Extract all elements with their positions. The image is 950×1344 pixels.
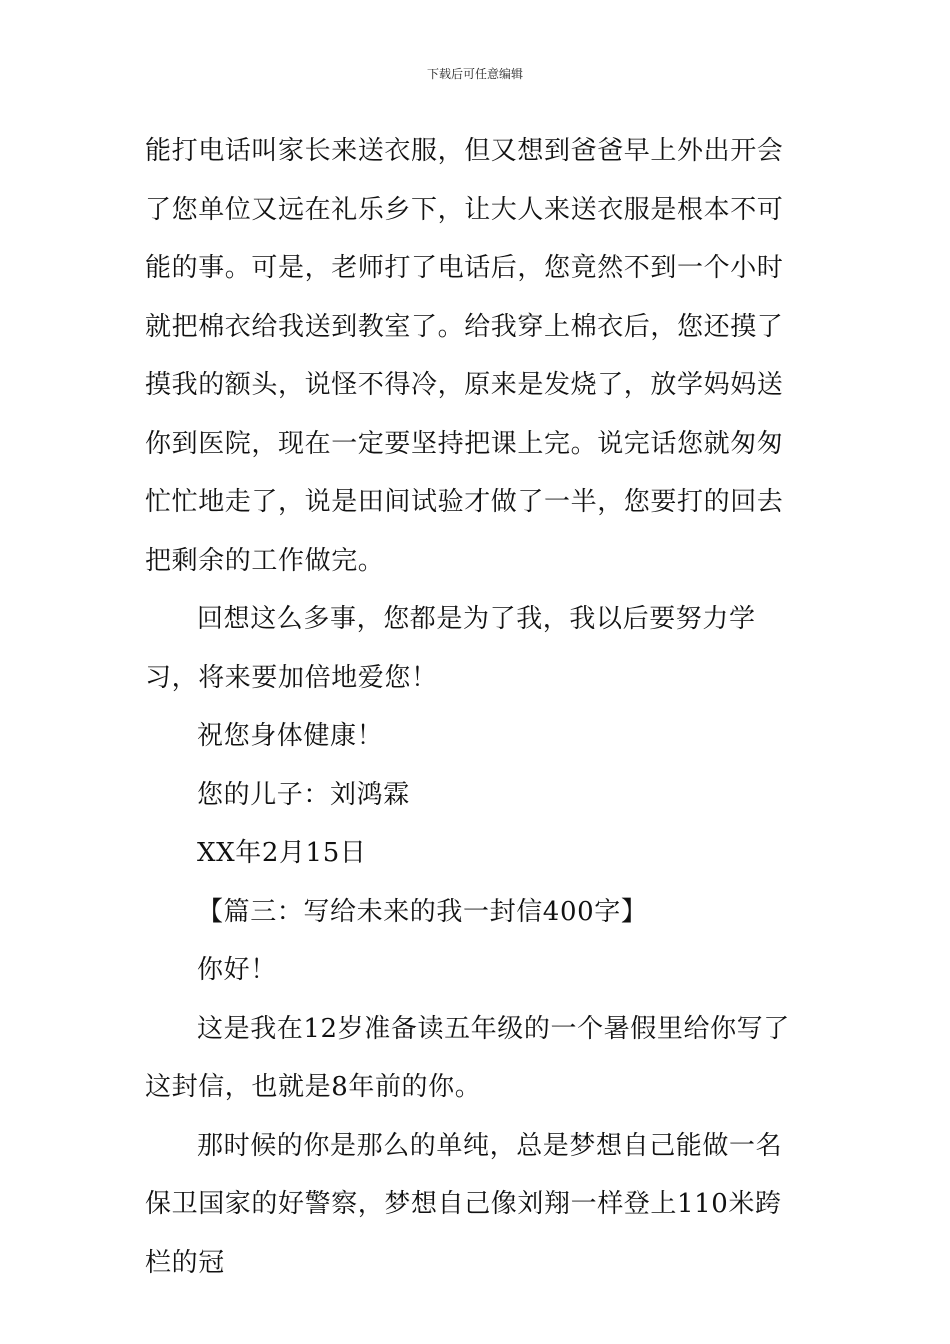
section-heading: 【篇三：写给未来的我一封信400字】 (197, 896, 648, 927)
paragraph-reflection: 回想这么多事，您都是为了我，我以后要努力学习，将来要加倍地爱您！ (145, 604, 756, 693)
paragraph-date: XX年2月15日 (197, 838, 367, 868)
paragraph-greeting: 你好！ (197, 955, 277, 985)
page-header-note: 下载后可任意编辑 (426, 67, 523, 81)
document-body (145, 122, 807, 1292)
paragraph-memory: 那时候的你是那么的单纯，总是梦想自己能做一名保卫国家的好警察，梦想自己像刘翔一样登上110米跨栏的冠 (145, 1130, 783, 1278)
paragraph-signature: 您的儿子：刘鸿霖 (197, 779, 410, 810)
paragraph-closing-wish: 祝您身体健康！ (197, 721, 384, 751)
paragraph-letter-body: 能打电话叫家长来送衣服，但又想到爸爸早上外出开会了您单位又远在礼乐乡下，让大人来送衣服是根本不可能的事。可是，老师打了电话后，您竟然不到一个小时就把棉衣给我送到教室了。给我穿上棉衣后，您还摸了摸我的额头，说怪不得冷，原来是发烧了，放学妈妈送你到医院，现在一定要坚持把课上完。说完话您就匆匆忙忙地走了，说是田间试验才做了一半，您要打的回去把剩余的工作做完。 (145, 136, 784, 576)
paragraph-intro: 这是我在12岁准备读五年级的一个暑假里给你写了这封信，也就是8年前的你。 (145, 1013, 790, 1102)
